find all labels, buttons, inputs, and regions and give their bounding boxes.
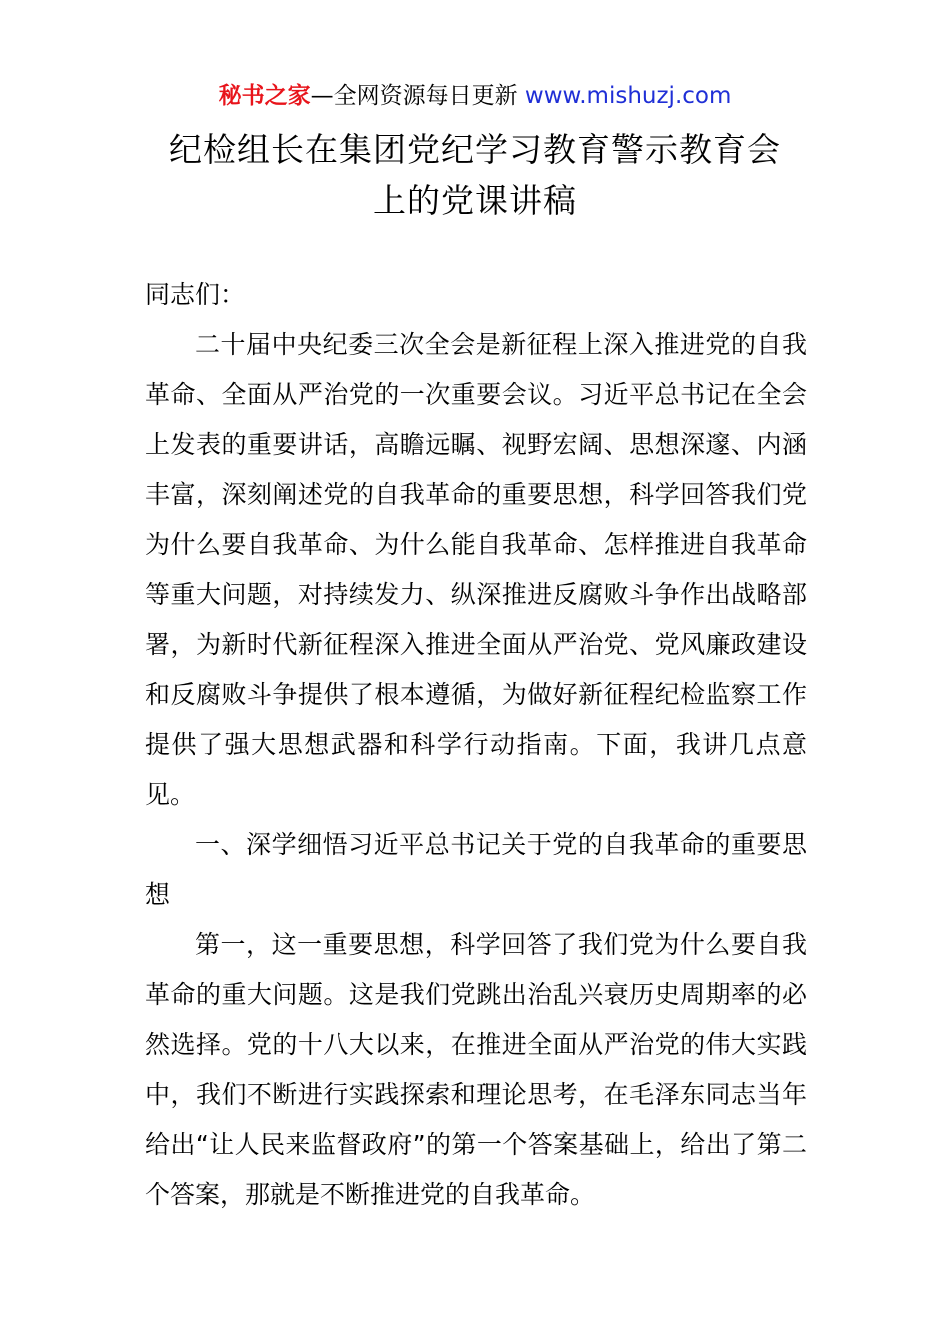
document-title-line-1: 纪检组长在集团党纪学习教育警示教育会 [169,130,781,169]
section-heading-1: 一、深学细悟习近平总书记关于党的自我革命的重要思想 [145,830,807,909]
document-body [145,270,807,1220]
paragraph-first-point: 第一，这一重要思想，科学回答了我们党为什么要自我革命的重大问题。这是我们党跳出治乱兴衰历史周期率的必然选择。党的十八大以来，在推进全面从严治党的伟大实践中，我们不断进行实践探索和理论思考，在毛泽东同志当年给出“让人民来监督政府”的第一个答案基础上，给出了第二个答案，那就是不断推进党的自我革命。 [145,930,807,1209]
site-brand: 秘书之家 [218,83,311,109]
salutation: 同志们： [145,280,246,309]
site-slogan: —全网资源每日更新 [310,83,525,109]
site-header [0,80,950,112]
document-title [100,124,850,226]
site-url-link[interactable]: www.mishuzj.com [524,83,732,109]
document-title-line-2: 上的党课讲稿 [373,181,577,220]
paragraph-intro: 二十届中央纪委三次全会是新征程上深入推进党的自我革命、全面从严治党的一次重要会议。习近平总书记在全会上发表的重要讲话，高瞻远瞩、视野宏阔、思想深邃、内涵丰富，深刻阐述党的自我革命的重要思想，科学回答我们党为什么要自我革命、为什么能自我革命、怎样推进自我革命等重大问题，对持续发力、纵深推进反腐败斗争作出战略部署，为新时代新征程深入推进全面从严治党、党风廉政建设和反腐败斗争提供了根本遵循，为做好新征程纪检监察工作提供了强大思想武器和科学行动指南。下面，我讲几点意见。 [145,330,807,809]
